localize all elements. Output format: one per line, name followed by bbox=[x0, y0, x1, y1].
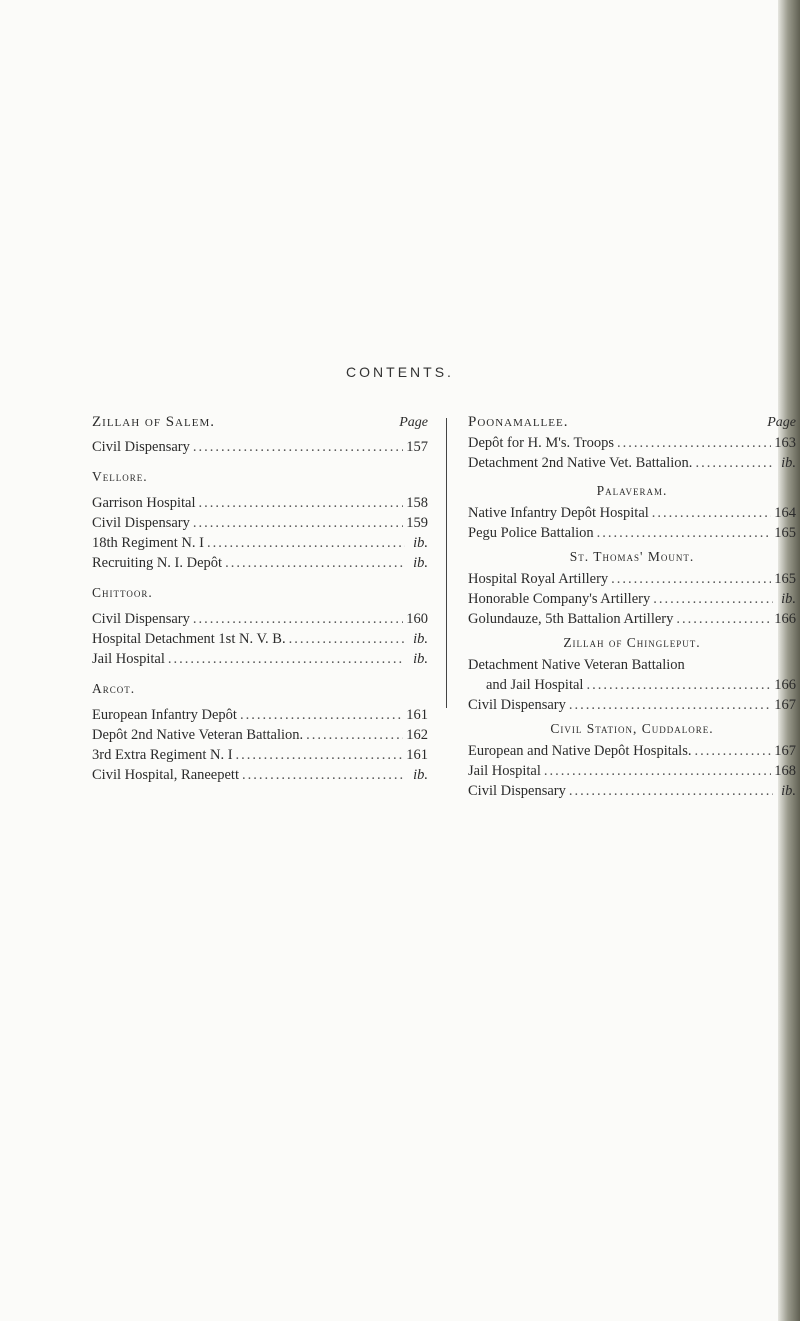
section-heading-label: Zillah of Salem. bbox=[92, 414, 215, 430]
toc-entry-page: 166 bbox=[774, 611, 796, 627]
toc-entry-label: Hospital Detachment 1st N. V. B. bbox=[92, 631, 286, 647]
toc-entry-label: Native Infantry Depôt Hospital bbox=[468, 505, 649, 521]
toc-entry-label: Depôt for H. M's. Troops bbox=[468, 435, 615, 451]
toc-entry-label: Civil Hospital, Raneepett bbox=[92, 767, 239, 783]
toc-entry-label: 3rd Extra Regiment N. I bbox=[92, 747, 233, 763]
leader-dots bbox=[676, 609, 771, 629]
toc-entry-page: 161 bbox=[406, 707, 428, 723]
leader-dots bbox=[617, 433, 771, 453]
toc-entry[interactable] bbox=[92, 553, 428, 573]
toc-entry-label: Garrison Hospital bbox=[92, 495, 196, 511]
toc-entry-page: ib. bbox=[781, 455, 796, 471]
toc-entry-page: 168 bbox=[774, 763, 796, 779]
toc-entry[interactable] bbox=[92, 609, 428, 629]
leader-dots bbox=[653, 589, 773, 609]
leader-dots bbox=[695, 453, 773, 473]
leader-dots bbox=[225, 553, 405, 573]
toc-entry[interactable] bbox=[92, 765, 428, 785]
toc-entry[interactable] bbox=[468, 589, 796, 609]
toc-entry-first-line: Detachment Native Veteran Battalion bbox=[468, 657, 685, 673]
leader-dots bbox=[240, 705, 403, 725]
toc-entry[interactable] bbox=[92, 725, 428, 745]
toc-entry[interactable] bbox=[92, 649, 428, 669]
toc-entry[interactable] bbox=[468, 503, 796, 523]
toc-entry[interactable] bbox=[92, 629, 428, 649]
toc-entry-label: and Jail Hospital bbox=[486, 677, 584, 693]
toc-entry-page: 165 bbox=[774, 525, 796, 541]
toc-entry-page: ib. bbox=[781, 591, 796, 607]
toc-entry-label: Civil Dispensary bbox=[92, 515, 190, 531]
leader-dots bbox=[611, 569, 771, 589]
toc-entry-page: 164 bbox=[774, 505, 796, 521]
toc-entry-page: ib. bbox=[413, 555, 428, 571]
leader-dots bbox=[207, 533, 405, 553]
toc-entry-page: 158 bbox=[406, 495, 428, 511]
toc-entry-page: 165 bbox=[774, 571, 796, 587]
leader-dots bbox=[652, 503, 771, 523]
leader-dots bbox=[597, 523, 772, 543]
toc-entry-label: Civil Dispensary bbox=[92, 439, 190, 455]
toc-entry[interactable] bbox=[468, 433, 796, 453]
section-heading-poonamallee bbox=[468, 412, 796, 433]
toc-entry[interactable] bbox=[92, 493, 428, 513]
page-column-heading: Page bbox=[399, 415, 428, 430]
leader-dots bbox=[289, 629, 405, 649]
toc-entry-page: 163 bbox=[774, 435, 796, 451]
toc-entry[interactable] bbox=[92, 745, 428, 765]
leader-dots bbox=[242, 765, 405, 785]
toc-entry[interactable] bbox=[92, 533, 428, 553]
toc-entry[interactable] bbox=[468, 695, 796, 715]
leader-dots bbox=[168, 649, 405, 669]
toc-entry-label: 18th Regiment N. I bbox=[92, 535, 204, 551]
leader-dots bbox=[694, 741, 771, 761]
section-heading-label: Poonamallee. bbox=[468, 414, 569, 430]
leader-dots bbox=[193, 437, 403, 457]
leader-dots bbox=[193, 513, 403, 533]
toc-entry-page: ib. bbox=[413, 535, 428, 551]
toc-entry[interactable] bbox=[92, 705, 428, 725]
column-divider bbox=[446, 418, 447, 708]
toc-entry-label: Pegu Police Battalion bbox=[468, 525, 594, 541]
toc-entry-label: Civil Dispensary bbox=[468, 783, 566, 799]
toc-entry-page: 166 bbox=[774, 677, 796, 693]
contents-column-left bbox=[92, 412, 428, 785]
toc-entry-label: Depôt 2nd Native Veteran Battalion. bbox=[92, 727, 304, 743]
leader-dots bbox=[544, 761, 771, 781]
toc-entry-label: Jail Hospital bbox=[92, 651, 165, 667]
toc-entry-label: Civil Dispensary bbox=[468, 697, 566, 713]
leader-dots bbox=[236, 745, 404, 765]
subheading-cuddalore: Civil Station, Cuddalore. bbox=[550, 721, 714, 736]
toc-entry-label: Recruiting N. I. Depôt bbox=[92, 555, 223, 571]
page-title: CONTENTS. bbox=[346, 364, 454, 380]
toc-entry[interactable] bbox=[92, 437, 428, 457]
subheading-palaveram: Palaveram. bbox=[596, 483, 668, 498]
toc-entry-label: Golundauze, 5th Battalion Artillery bbox=[468, 611, 674, 627]
toc-entry[interactable] bbox=[468, 761, 796, 781]
toc-entry-label: Hospital Royal Artillery bbox=[468, 571, 609, 587]
toc-entry-page: 162 bbox=[406, 727, 428, 743]
toc-entry[interactable] bbox=[468, 675, 796, 695]
contents-column-right bbox=[468, 412, 796, 801]
leader-dots bbox=[586, 675, 771, 695]
page-column-heading: Page bbox=[767, 415, 796, 430]
toc-entry[interactable] bbox=[468, 609, 796, 629]
toc-entry-label: European and Native Depôt Hospitals. bbox=[468, 743, 692, 759]
toc-entry-page: ib. bbox=[413, 651, 428, 667]
toc-entry[interactable] bbox=[468, 453, 796, 473]
leader-dots bbox=[193, 609, 403, 629]
toc-entry-page: 161 bbox=[406, 747, 428, 763]
subheading-chittoor: Chittoor. bbox=[92, 585, 153, 600]
toc-entry[interactable] bbox=[468, 741, 796, 761]
toc-entry-label: Detachment 2nd Native Vet. Battalion. bbox=[468, 455, 693, 471]
subheading-chingleput: Zillah of Chingleput. bbox=[563, 635, 701, 650]
toc-entry[interactable] bbox=[92, 513, 428, 533]
toc-entry-page: 159 bbox=[406, 515, 428, 531]
toc-entry-label: Honorable Company's Artillery bbox=[468, 591, 651, 607]
leader-dots bbox=[569, 695, 771, 715]
section-heading-salem bbox=[92, 412, 428, 433]
leader-dots bbox=[569, 781, 773, 801]
subheading-arcot: Arcot. bbox=[92, 681, 136, 696]
toc-entry[interactable] bbox=[468, 781, 796, 801]
leader-dots bbox=[306, 725, 403, 745]
toc-entry-label: Civil Dispensary bbox=[92, 611, 190, 627]
toc-entry-label: Jail Hospital bbox=[468, 763, 541, 779]
toc-entry-page: ib. bbox=[413, 767, 428, 783]
toc-entry-label: European Infantry Depôt bbox=[92, 707, 237, 723]
toc-entry-page: 157 bbox=[406, 439, 428, 455]
subheading-st-thomas-mount: St. Thomas' Mount. bbox=[569, 549, 695, 564]
toc-entry-page: ib. bbox=[781, 783, 796, 799]
toc-entry-page: ib. bbox=[413, 631, 428, 647]
toc-entry[interactable] bbox=[468, 569, 796, 589]
toc-entry-page: 167 bbox=[774, 697, 796, 713]
toc-entry-page: 167 bbox=[774, 743, 796, 759]
toc-entry[interactable] bbox=[468, 523, 796, 543]
leader-dots bbox=[199, 493, 404, 513]
subheading-vellore: Vellore. bbox=[92, 469, 148, 484]
toc-entry-page: 160 bbox=[406, 611, 428, 627]
